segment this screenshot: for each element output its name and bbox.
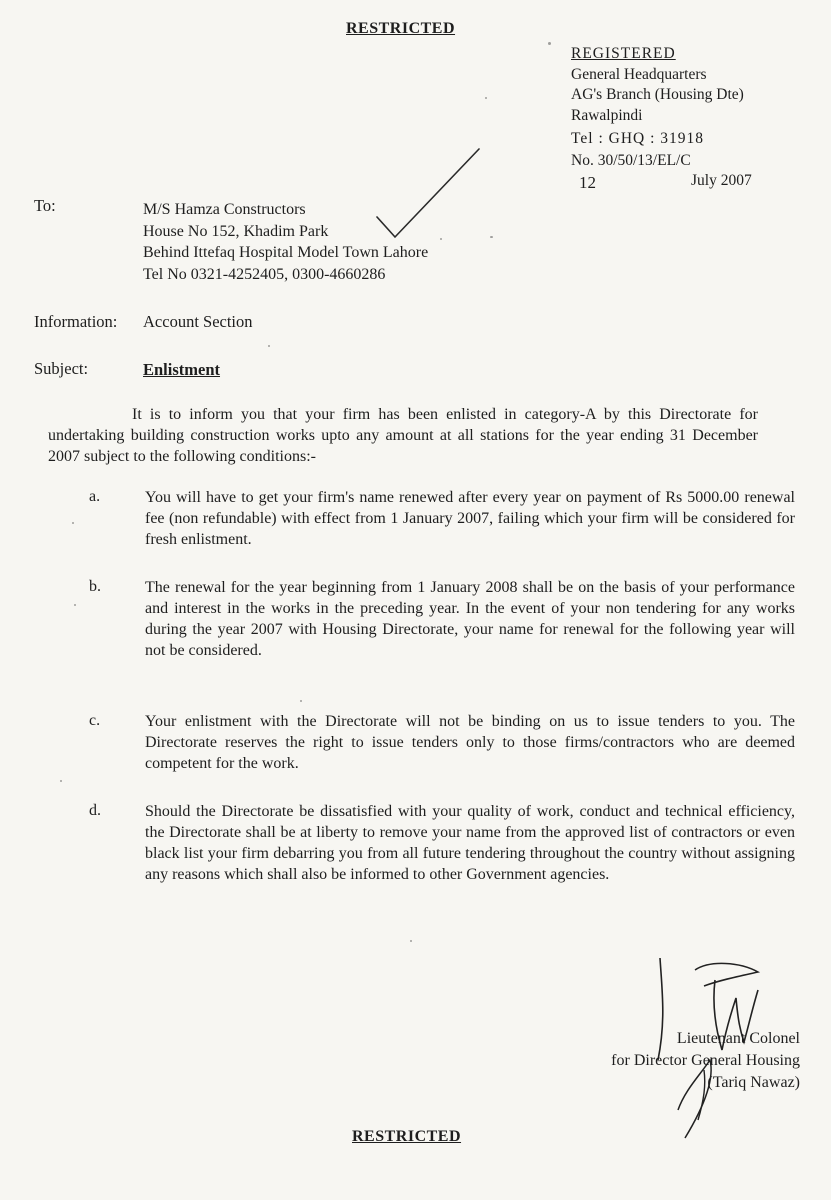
scan-speck — [60, 780, 62, 782]
classification-bottom: RESTRICTED — [352, 1128, 462, 1145]
letter-date — [571, 171, 752, 193]
body-intro: It is to inform you that your firm has been enlisted in category-A by this Directorate for undertaking building construction works upto any amount at all stations for the year ending 31 December 2007 subject to the following conditions:- — [48, 406, 758, 465]
signature-block — [520, 1028, 800, 1094]
scan-speck — [485, 97, 487, 99]
condition-letter-b: b. — [89, 578, 101, 595]
condition-letter-a: a. — [89, 488, 101, 505]
date-day: 12 — [579, 173, 596, 192]
signatory-rank: Lieutenant Colonel — [676, 1030, 800, 1047]
sender-line-2: AG's Branch (Housing Dte) — [571, 86, 744, 103]
recipient-address-line-2: Behind Ittefaq Hospital Model Town Lahore — [143, 244, 429, 261]
information-value: Account Section — [143, 312, 253, 331]
scan-speck — [268, 345, 270, 347]
condition-text-c: Your enlistment with the Directorate will not be binding on us to issue tenders to you. The Directorate reserves the right to issue tenders only to those firms/contractors who are deemed competent for the work. — [145, 713, 795, 772]
sender-tel: Tel : GHQ : 31918 — [571, 130, 705, 147]
subject-label: Subject: — [34, 359, 89, 378]
date-month-year: July 2007 — [691, 172, 752, 189]
subject-value: Enlistment — [143, 360, 221, 379]
classification-top: RESTRICTED — [346, 20, 456, 37]
scan-speck — [440, 238, 442, 240]
information-label: Information: — [34, 312, 118, 331]
condition-text-b: The renewal for the year beginning from 1 January 2008 shall be on the basis of your performance and interest in the works in the preceding year. In the event of your non tendering for any works during the year 2007 with Housing Directorate, your name for renewal for the following year will not be considered. — [145, 579, 795, 659]
scan-speck — [410, 940, 412, 942]
scan-speck — [72, 522, 74, 524]
to-label: To: — [34, 196, 56, 215]
condition-letter-d: d. — [89, 802, 101, 819]
condition-text-d: Should the Directorate be dissatisfied with your quality of work, conduct and technical efficiency, the Directorate shall be at liberty to remove your name from the approved list of contractors or even black list your firm debarring you from all future tendering throughout the country without assigning any reasons which shall also be informed to other Government agencies. — [145, 803, 795, 883]
recipient-address — [143, 199, 428, 285]
sender-line-1: General Headquarters — [571, 65, 707, 83]
scan-speck — [74, 604, 76, 606]
scan-speck — [300, 700, 302, 702]
reference-number: No. 30/50/13/EL/C — [571, 151, 691, 169]
recipient-tel: Tel No 0321-4252405, 0300-4660286 — [143, 265, 386, 283]
scan-speck — [490, 236, 493, 238]
recipient-address-line-1: House No 152, Khadim Park — [143, 222, 329, 240]
scan-speck — [548, 42, 551, 45]
signatory-for: for Director General Housing — [611, 1052, 800, 1069]
recipient-name: M/S Hamza Constructors — [143, 201, 306, 218]
signatory-name: (Tariq Nawaz) — [707, 1074, 800, 1091]
condition-letter-c: c. — [89, 712, 101, 729]
condition-text-a: You will have to get your firm's name renewed after every year on payment of Rs 5000.00 renewal fee (non refundable) with effect from 1 January 2007, failing which your firm will be considered for fresh enlistment. — [145, 489, 795, 548]
sender-line-3: Rawalpindi — [571, 106, 643, 124]
registered-mark: REGISTERED — [571, 45, 676, 62]
sender-block — [571, 44, 752, 193]
